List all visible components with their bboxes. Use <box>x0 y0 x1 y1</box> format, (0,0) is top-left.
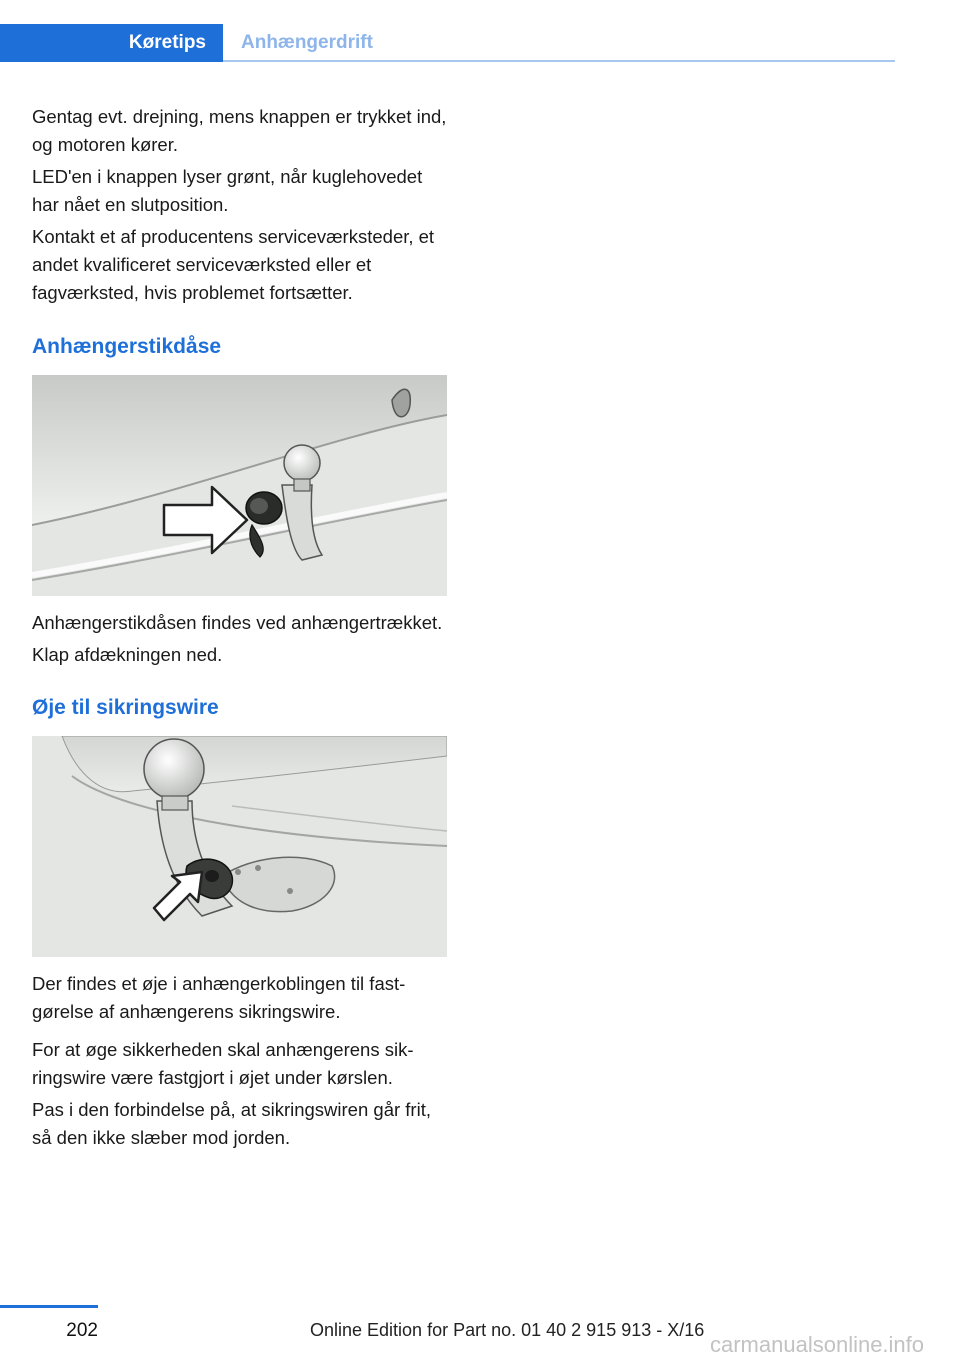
eye-paragraph-1: Der findes et øje i anhængerkoblingen til fastgørelse af anhængerens sikringswire. <box>32 973 406 1022</box>
intro-paragraph-2: LED'en i knappen lyser grønt, når kuglehovedet har nået en slutposition. <box>32 166 423 215</box>
page-number: 202 <box>66 1320 98 1341</box>
socket-paragraph-1: Anhængerstikdåsen findes ved anhængertrækket. <box>32 612 443 633</box>
intro-paragraph-3: Kontakt et af producentens serviceværksteder, et andet kvalificeret serviceværksted eller et fagværksted, hvis problemet fortsætter. <box>32 226 435 303</box>
header-divider <box>223 60 895 62</box>
page-content <box>32 103 450 1156</box>
section-title-socket: Anhængerstikdåse <box>32 335 222 358</box>
figure-trailer-socket <box>32 375 447 596</box>
trailer-socket-illustration <box>32 375 447 596</box>
page-header <box>0 24 960 62</box>
intro-paragraph-1: Gentag evt. drejning, mens knappen er trykket ind, og motoren kører. <box>32 106 447 155</box>
figure-safety-wire-eye <box>32 736 447 957</box>
socket-paragraph-2: Klap afdækningen ned. <box>32 644 223 665</box>
tab-koretips[interactable]: Køretips <box>0 24 223 62</box>
footer-divider <box>0 1305 98 1308</box>
eye-paragraph-3: Pas i den forbindelse på, at sikringswiren går frit, så den ikke slæber mod jorden. <box>32 1099 431 1148</box>
section-title-safety-eye: Øje til sikringswire <box>32 696 219 719</box>
tab-anhaengerdrift[interactable]: Anhængerdrift <box>241 32 373 53</box>
eye-paragraph-2: For at øge sikkerheden skal anhængerens sikringswire være fastgjort i øjet under kørslen. <box>32 1039 414 1088</box>
edition-text: Online Edition for Part no. 01 40 2 915 913 - X/16 <box>310 1320 705 1340</box>
watermark: carmanualsonline.info <box>710 1332 925 1357</box>
safety-wire-eye-illustration <box>32 736 447 957</box>
